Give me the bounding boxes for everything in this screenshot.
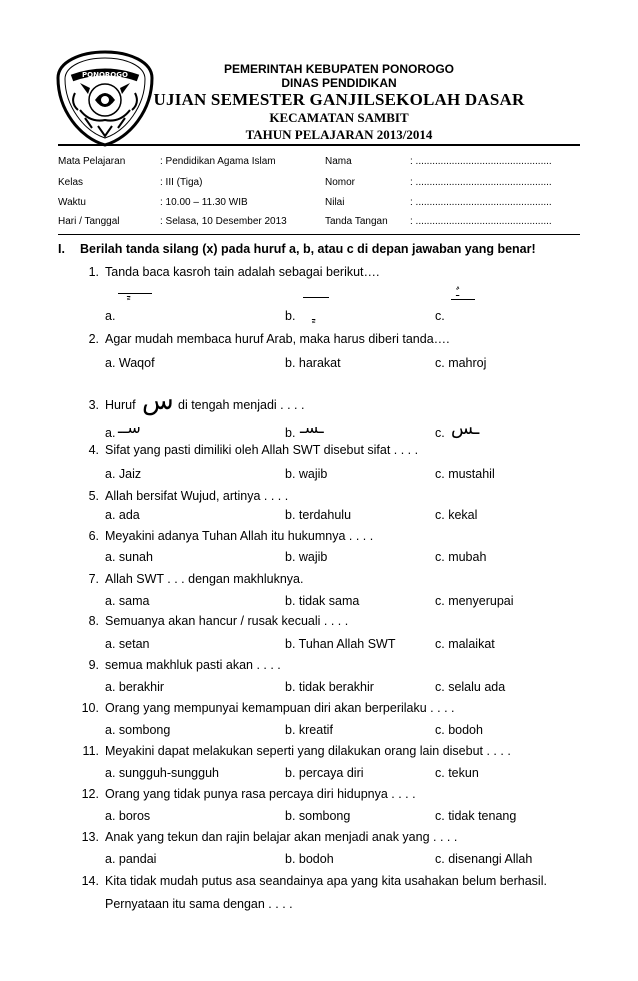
question-text: Semuanya akan hancur / rusak kecuali . . . . — [105, 614, 349, 628]
question-text: Anak yang tekun dan rajin belajar akan menjadi anak yang . . . . — [105, 830, 458, 844]
question-text: Sifat yang pasti dimiliki oleh Allah SWT disebut sifat . . . . — [105, 443, 419, 457]
option-c[interactable]: c. tekun — [435, 766, 479, 780]
question-number: 6. — [88, 529, 99, 543]
info-label-subject: Mata Pelajaran — [58, 156, 126, 167]
question-number: 12. — [81, 787, 99, 801]
question-text: Meyakini dapat melakukan seperti yang dilakukan orang lain disebut . . . . — [105, 744, 511, 758]
question-text: Orang yang tidak punya rasa percaya diri hidupnya . . . . — [105, 787, 416, 801]
section-number: I. — [58, 242, 65, 256]
info-label-score: Nilai — [325, 197, 345, 208]
option-a[interactable]: a. Jaiz — [105, 467, 142, 481]
info-field-score[interactable]: : ................................................. — [410, 197, 552, 208]
question-5 — [75, 489, 288, 503]
option-b[interactable]: b. wajib — [285, 550, 328, 564]
option-b[interactable]: b. tidak berakhir — [285, 680, 374, 694]
option-c[interactable]: c. mubah — [435, 550, 487, 564]
question-number: 3. — [88, 398, 99, 412]
header-rule — [58, 144, 580, 146]
question-9 — [75, 658, 281, 672]
info-value-class: : III (Tiga) — [160, 177, 203, 188]
question-text: Allah SWT . . . dengan makhluknya. — [105, 572, 304, 586]
question-text: Huruf — [105, 398, 136, 412]
info-label-class: Kelas — [58, 177, 84, 188]
option-c[interactable]: c. — [435, 309, 445, 323]
info-field-number[interactable]: : ................................................. — [410, 177, 552, 188]
question-number: 14. — [81, 874, 99, 888]
question-1 — [75, 265, 380, 279]
option-a[interactable]: a. sombong — [105, 723, 171, 737]
kasroh-mark-b: ـٍ — [312, 310, 316, 323]
question-number: 1. — [88, 265, 99, 279]
info-field-signature[interactable]: : ................................................. — [410, 216, 552, 227]
option-a[interactable]: a. pandai — [105, 852, 157, 866]
option-a[interactable]: a. berakhir — [105, 680, 165, 694]
question-text: Orang yang mempunyai kemampuan diri akan berperilaku . . . . — [105, 701, 455, 715]
instruction-text: Berilah tanda silang (x) pada huruf a, b, atau c di depan jawaban yang benar! — [80, 242, 536, 256]
question-number: 9. — [88, 658, 99, 672]
header-line2: DINAS PENDIDIKAN — [281, 76, 397, 90]
info-value-date: : Selasa, 10 Desember 2013 — [160, 216, 287, 227]
question-number: 5. — [88, 489, 99, 503]
question-text: Agar mudah membaca huruf Arab, maka harus diberi tanda…. — [105, 332, 450, 346]
option-a[interactable]: a. boros — [105, 809, 151, 823]
blank-line — [118, 293, 152, 294]
option-c[interactable]: c. tidak tenang — [435, 809, 517, 823]
option-a-arabic: ســ — [118, 418, 141, 437]
question-14 — [75, 874, 547, 888]
question-4 — [75, 443, 418, 457]
option-a[interactable]: a. Waqof — [105, 356, 155, 370]
option-a[interactable]: a. setan — [105, 637, 150, 651]
question-10 — [75, 701, 454, 715]
info-rule — [58, 234, 580, 235]
question-text: Tanda baca kasroh tain adalah sebagai berikut…. — [105, 265, 380, 279]
option-c-arabic: ـس — [451, 418, 480, 439]
question-6 — [75, 529, 373, 543]
question-text: Meyakini adanya Tuhan Allah itu hukumnya . . . . — [105, 529, 374, 543]
question-number: 8. — [88, 614, 99, 628]
option-c[interactable]: c. bodoh — [435, 723, 483, 737]
header-line1: PEMERINTAH KEBUPATEN PONOROGO — [223, 62, 454, 76]
info-label-time: Waktu — [58, 197, 86, 208]
option-b[interactable]: b. bodoh — [285, 852, 334, 866]
option-b[interactable]: b. harakat — [285, 356, 341, 370]
question-number: 11. — [82, 744, 99, 758]
header-line4: KECAMATAN SAMBIT — [269, 110, 409, 125]
option-b[interactable]: b. Tuhan Allah SWT — [285, 637, 396, 651]
question-text: semua makhluk pasti akan . . . . — [105, 658, 281, 672]
question-number: 2. — [88, 332, 99, 346]
kasroh-mark-a: ـٍ — [127, 287, 131, 300]
option-c[interactable]: c. — [435, 426, 445, 440]
info-field-name[interactable]: : ................................................. — [410, 156, 552, 167]
option-b[interactable]: b. — [285, 309, 296, 323]
option-b[interactable]: b. percaya diri — [285, 766, 364, 780]
info-label-date: Hari / Tanggal — [58, 216, 120, 227]
option-c[interactable]: c. menyerupai — [435, 594, 514, 608]
logo-text: PONOROGO — [82, 71, 128, 79]
question-2 — [75, 332, 450, 346]
option-c[interactable]: c. mahroj — [435, 356, 487, 370]
question-11 — [75, 744, 511, 758]
option-c[interactable]: c. mustahil — [435, 467, 495, 481]
option-b-arabic: ـسـ — [300, 418, 324, 437]
question-number: 4. — [88, 443, 99, 457]
header-line5: TAHUN PELAJARAN 2013/2014 — [245, 127, 433, 142]
option-b[interactable]: b. — [285, 426, 296, 440]
header-title: UJIAN SEMESTER GANJILSEKOLAH DASAR — [153, 90, 525, 109]
info-label-number: Nomor — [325, 177, 356, 188]
option-b[interactable]: b. wajib — [285, 467, 328, 481]
question-7 — [75, 572, 303, 586]
arabic-letter-sin: س — [142, 386, 174, 416]
question-text: Allah bersifat Wujud, artinya . . . . — [105, 489, 289, 503]
info-value-time: : 10.00 – 11.30 WIB — [160, 197, 248, 208]
option-a[interactable]: a. sungguh-sungguh — [105, 766, 219, 780]
option-b[interactable]: b. sombong — [285, 809, 351, 823]
option-c[interactable]: c. selalu ada — [435, 680, 506, 694]
question-8 — [75, 614, 348, 628]
blank-line — [303, 297, 329, 298]
info-label-signature: Tanda Tangan — [325, 216, 388, 227]
section-instruction — [58, 242, 536, 256]
question-12 — [75, 787, 416, 801]
kasroh-mark-c: ـٌ — [456, 286, 460, 299]
option-b[interactable]: b. tidak sama — [285, 594, 360, 608]
question-3-continuation: di tengah menjadi . . . . — [178, 398, 305, 412]
option-b[interactable]: b. terdahulu — [285, 508, 352, 522]
question-text: Kita tidak mudah putus asa seandainya apa yang kita usahakan belum berhasil. — [105, 874, 547, 888]
option-a[interactable]: a. sama — [105, 594, 150, 608]
info-value-subject: : Pendidikan Agama Islam — [160, 156, 276, 167]
question-number: 13. — [81, 830, 99, 844]
blank-line — [451, 299, 475, 300]
option-c[interactable]: c. kekal — [435, 508, 478, 522]
question-number: 10. — [81, 701, 99, 715]
option-a[interactable]: a. sunah — [105, 550, 153, 564]
info-label-name: Nama — [325, 156, 352, 167]
question-13 — [75, 830, 457, 844]
option-a[interactable]: a. ada — [105, 508, 140, 522]
question-3 — [75, 398, 136, 412]
question-number: 7. — [88, 572, 99, 586]
option-b[interactable]: b. kreatif — [285, 723, 333, 737]
option-a[interactable]: a. — [105, 309, 116, 323]
option-c[interactable]: c. malaikat — [435, 637, 495, 651]
question-14-continuation: Pernyataan itu sama dengan . . . . — [105, 897, 293, 911]
option-c[interactable]: c. disenangi Allah — [435, 852, 533, 866]
option-a[interactable]: a. — [105, 426, 116, 440]
